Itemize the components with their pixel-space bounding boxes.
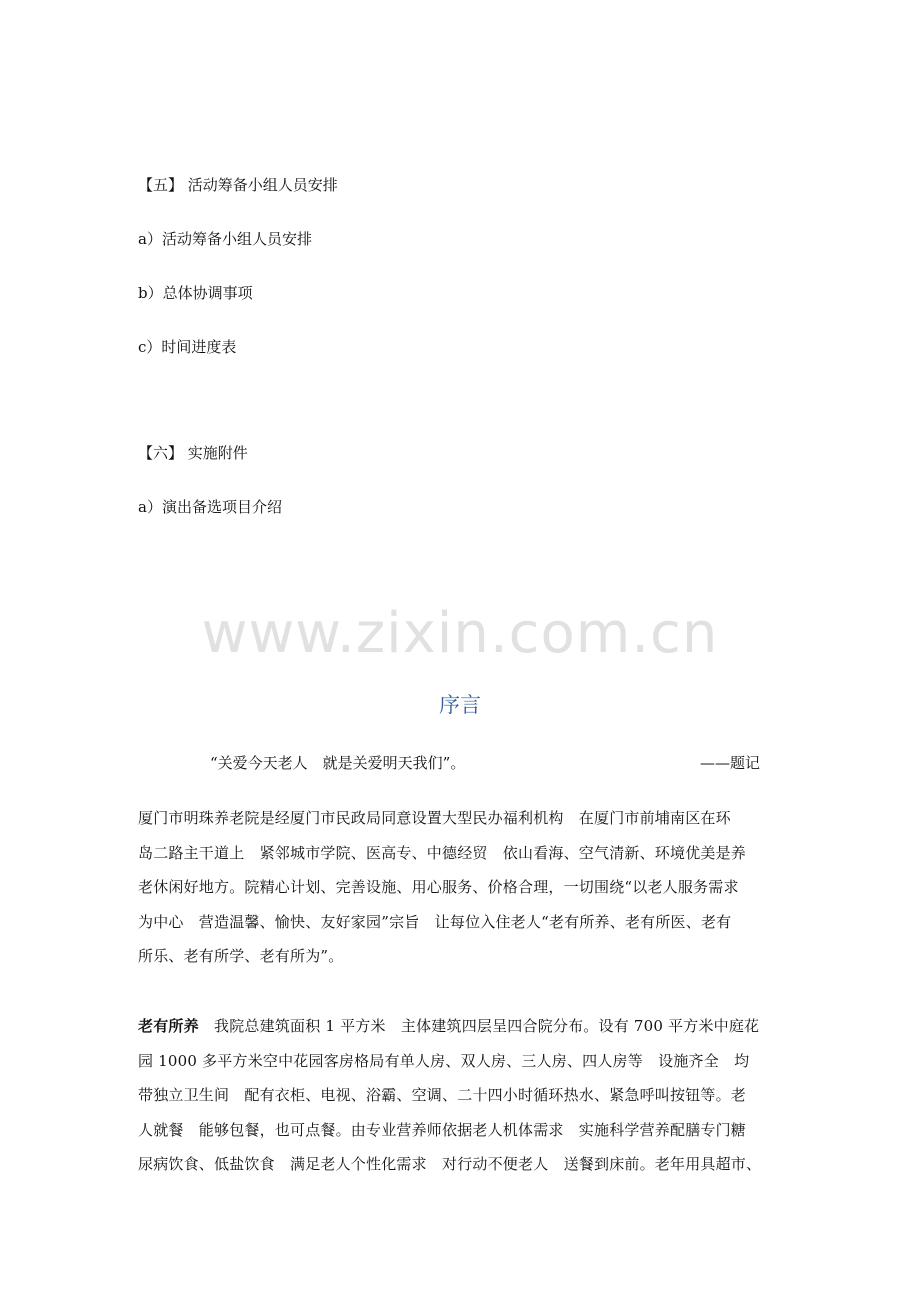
preface-paragraph-2: [138, 1016, 784, 1189]
paragraph-line: 为中心 营造温馨、愉快、友好家园”宗旨 让每位入住老人“老有所养、老有所医、老有: [138, 912, 732, 931]
paragraph-line: 所乐、老有所学、老有所为”。: [138, 947, 344, 965]
section5-item-b: b）总体协调事项: [138, 284, 253, 302]
paragraph-first-rest: 我院总建筑面积 1 平方米 主体建筑四层呈四合院分布。设有 700 平方米中庭花: [198, 1017, 760, 1035]
paragraph-line: 岛二路主干道上 紧邻城市学院、医高专、中德经贸 依山看海、空气清新、环境优美是养: [138, 843, 747, 862]
section6-item-a: a）演出备选项目介绍: [138, 498, 282, 516]
preface-paragraph-1: [138, 808, 784, 981]
paragraph-line: 人就餐 能够包餐，也可点餐。由专业营养师依据老人机体需求 实施科学营养配膳专门糖: [138, 1120, 747, 1139]
paragraph-line: 老休闲好地方。院精心计划、完善设施、用心服务、价格合理，一切围绕“以老人服务需求: [138, 878, 739, 896]
paragraph-line: [138, 1016, 784, 1051]
section5-item-a: a）活动筹备小组人员安排: [138, 230, 312, 248]
section6-heading: 【六】 实施附件: [138, 444, 248, 462]
section5-item-c: c）时间进度表: [138, 338, 237, 356]
paragraph-line: 厦门市明珠养老院是经厦门市民政局同意设置大型民办福利机构 在厦门市前埔南区在环: [138, 809, 731, 827]
paragraph-lead: 老有所养: [138, 1017, 199, 1035]
paragraph-line: 带独立卫生间 配有衣柜、电视、浴霸、空调、二十四小时循环热水、紧急呼叫按钮等。老: [138, 1086, 747, 1104]
preface-epigraph: “关爱今天老人 就是关爱明天我们”。: [210, 754, 466, 772]
paragraph-line: 园 1000 多平方米空中花园客房格局有单人房、双人房、三人房、四人房等 设施齐全 均: [138, 1051, 750, 1070]
section5-heading: 【五】 活动筹备小组人员安排: [138, 176, 338, 194]
preface-title: 序言: [439, 693, 481, 717]
paragraph-line: 尿病饮食、低盐饮食 满足老人个性化需求 对行动不便老人 送餐到床前。老年用具超市、: [138, 1155, 762, 1173]
watermark: www.zixin.com.cn: [201, 601, 719, 666]
preface-epigraph-sign: ——题记: [700, 754, 761, 772]
